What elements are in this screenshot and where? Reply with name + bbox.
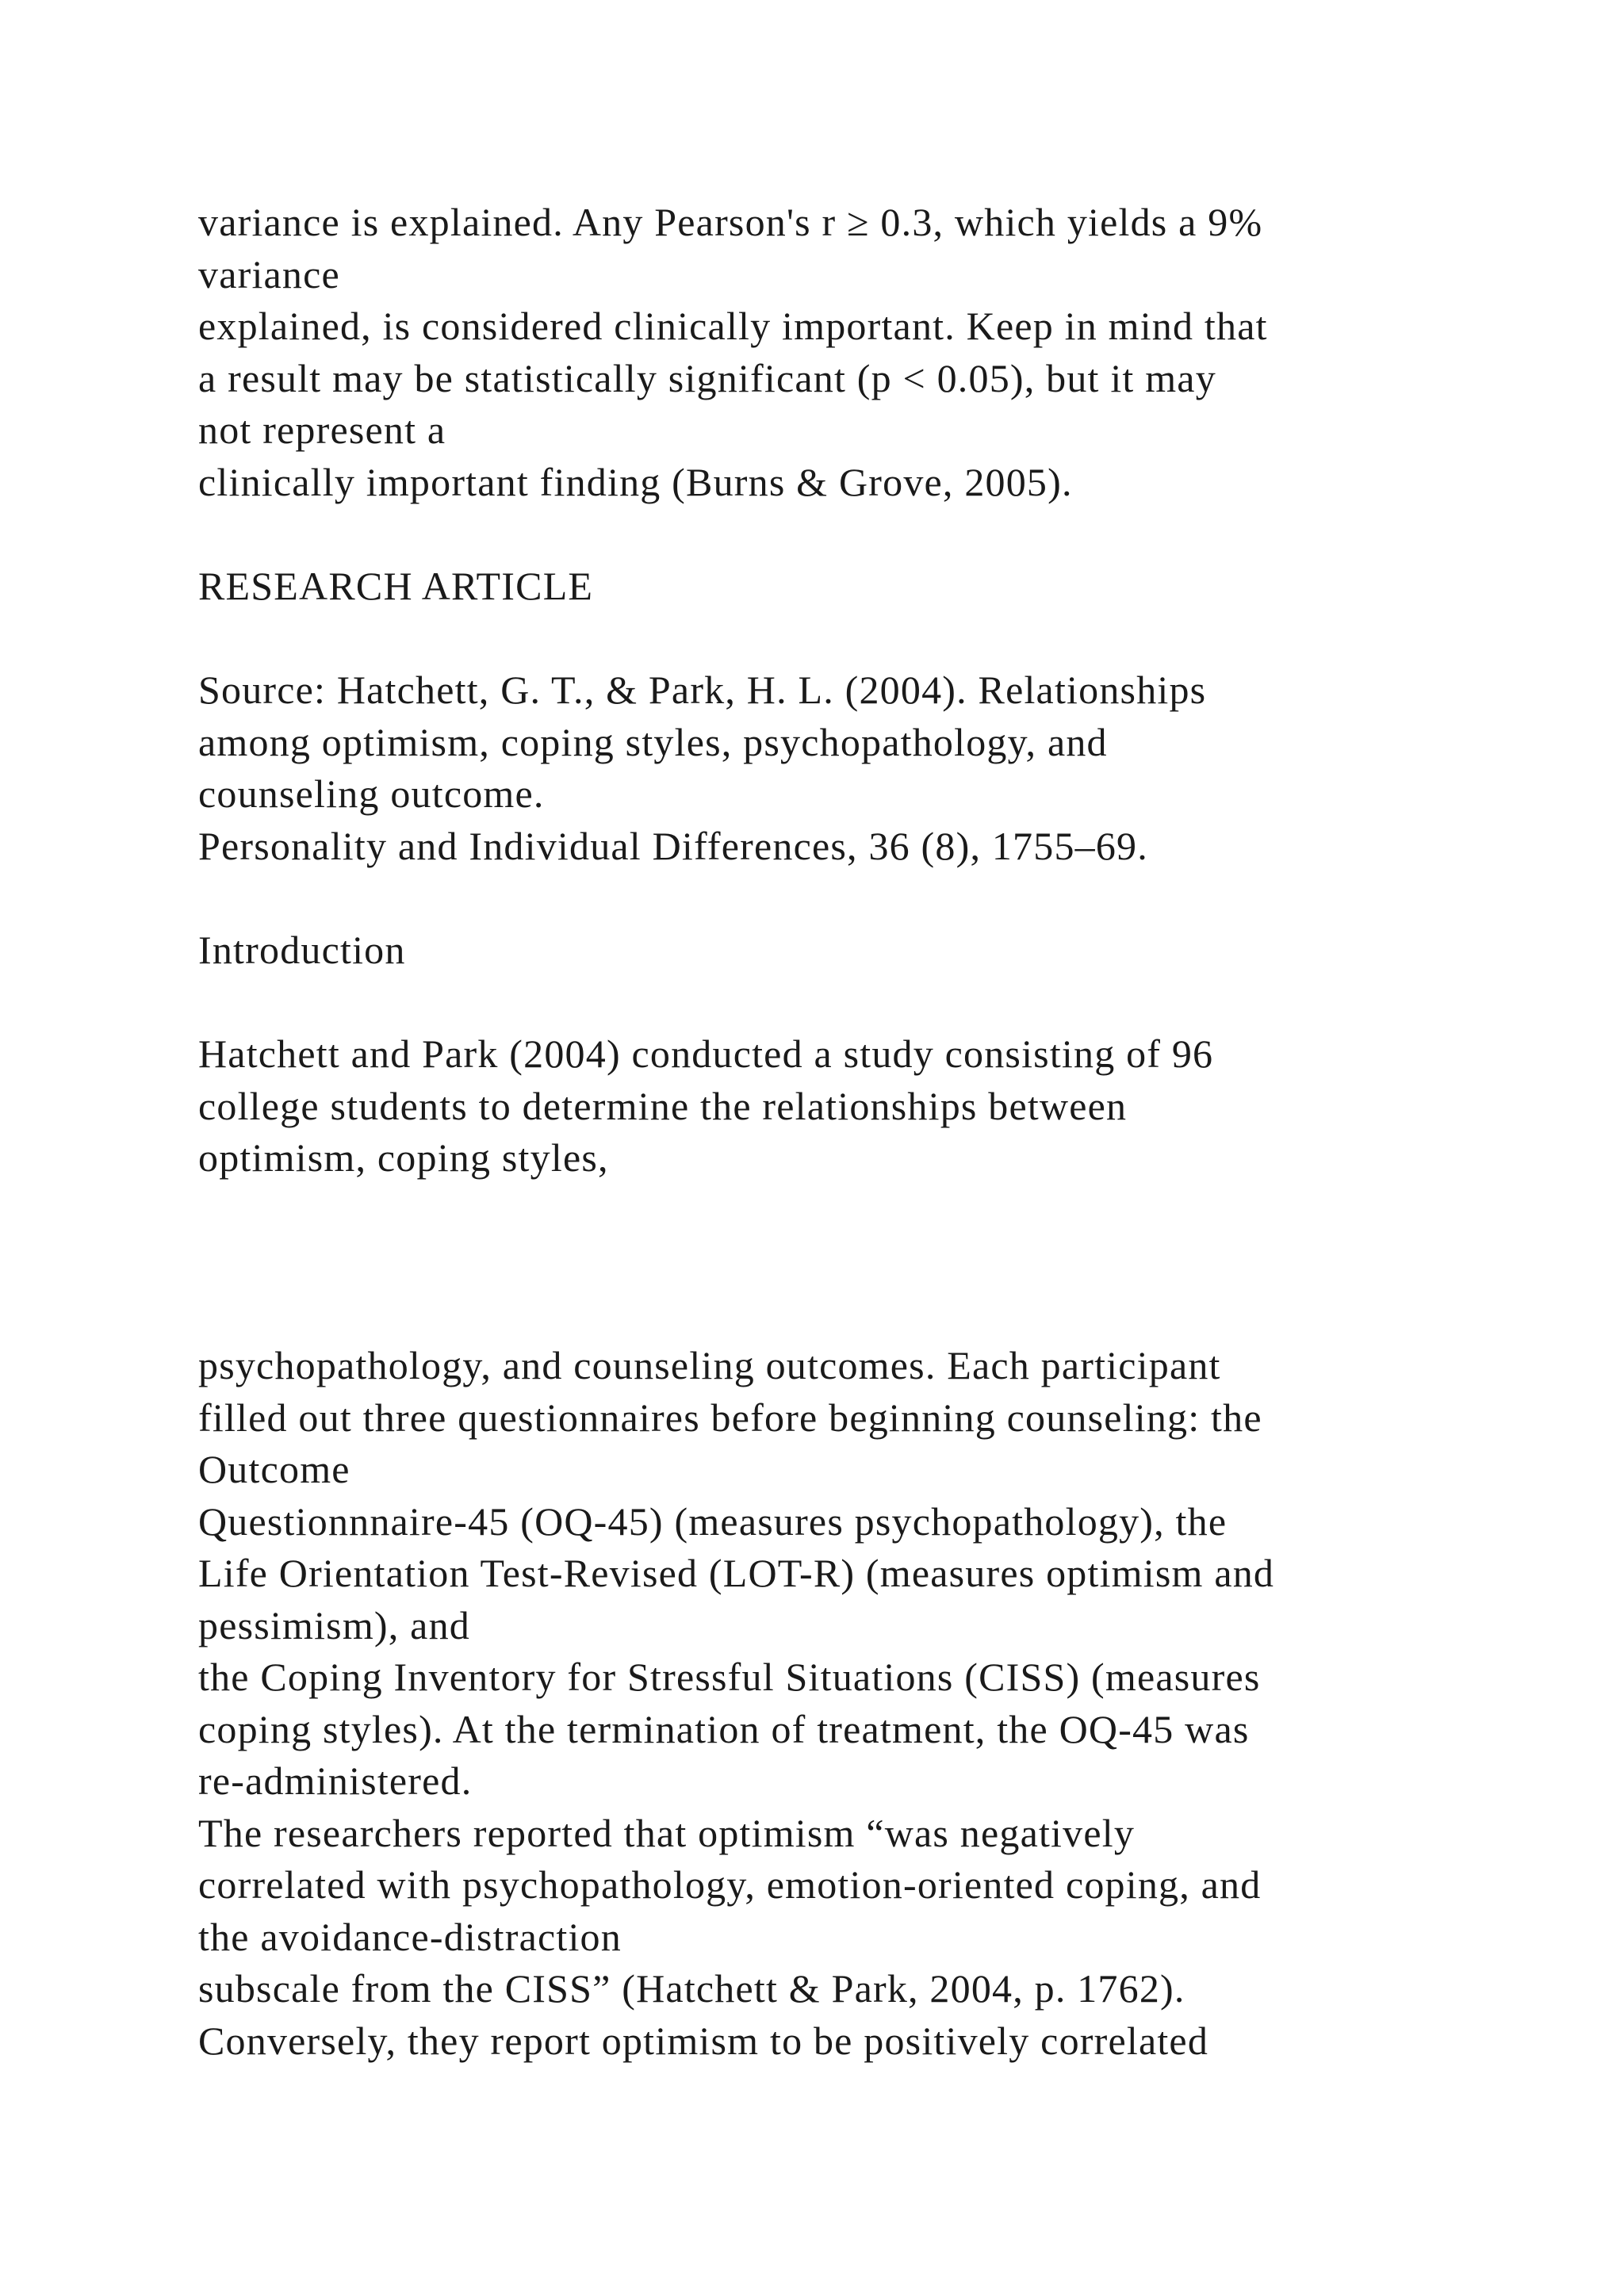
text-line: subscale from the CISS” (Hatchett & Park, 2004, p. 1762). [198, 1966, 1185, 2011]
text-line: Hatchett and Park (2004) conducted a study consisting of 96 [198, 1031, 1214, 1076]
paragraph-methods-results [198, 1340, 1499, 2067]
text-line: counseling outcome. [198, 771, 545, 816]
text-line: variance is explained. Any Pearson's r ≥ 0.3, which yields a 9% [198, 200, 1263, 244]
section-heading-research-article [198, 561, 1499, 613]
text-line: explained, is considered clinically important. Keep in mind that [198, 304, 1268, 348]
text-line: pessimism), and [198, 1602, 470, 1647]
text-line: among optimism, coping styles, psychopathology, and [198, 719, 1108, 764]
text-line: re-administered. [198, 1758, 473, 1803]
paragraph-study-summary [198, 1028, 1499, 1184]
text-line: clinically important finding (Burns & Grove, 2005). [198, 459, 1073, 504]
paragraph-source-citation [198, 664, 1499, 872]
section-heading-introduction [198, 924, 1499, 977]
text-line: the Coping Inventory for Stressful Situations (CISS) (measures [198, 1655, 1261, 1699]
text-line: Source: Hatchett, G. T., & Park, H. L. (2004). Relationships [198, 668, 1207, 712]
text-line: a result may be statistically significant (p < 0.05), but it may [198, 355, 1216, 400]
text-line: coping styles). At the termination of treatment, the OQ-45 was [198, 1706, 1250, 1751]
heading-text: Introduction [198, 928, 406, 972]
text-line: The researchers reported that optimism “was negatively [198, 1810, 1136, 1855]
heading-text: RESEARCH ARTICLE [198, 564, 594, 608]
text-line: the avoidance-distraction [198, 1914, 622, 1959]
text-line: Conversely, they report optimism to be positively correlated [198, 2018, 1209, 2063]
text-line: correlated with psychopathology, emotion-oriented coping, and [198, 1862, 1262, 1907]
text-line: not represent a [198, 408, 446, 452]
text-line: Life Orientation Test-Revised (LOT-R) (measures optimism and [198, 1551, 1275, 1595]
text-line: Questionnnaire-45 (OQ-45) (measures psychopathology), the [198, 1498, 1228, 1544]
text-line: Personality and Individual Differences, 36 (8), 1755–69. [198, 823, 1148, 868]
text-line: filled out three questionnaires before beginning counseling: the [198, 1395, 1262, 1440]
text-line: Outcome [198, 1447, 350, 1491]
text-line: variance [198, 251, 340, 297]
text-line: optimism, coping styles, [198, 1135, 609, 1180]
text-line: psychopathology, and counseling outcomes. Each participant [198, 1343, 1221, 1387]
paragraph-variance-explained [198, 197, 1499, 508]
text-line: college students to determine the relationships between [198, 1083, 1128, 1128]
